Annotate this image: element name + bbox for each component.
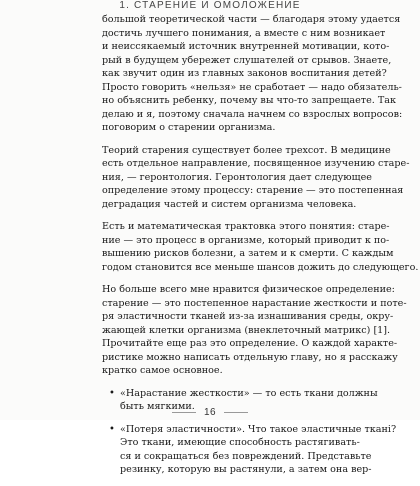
text-line: как звучит один из главных законов воспитания детей? [102,68,387,79]
text-line: годом становится все меньше шансов дожить до следующего. [102,261,419,273]
text-line: ристике можно написать отдельную главу, но я расскажу [102,351,398,363]
text-line: Но больше всего мне нравится физическое определение: [102,284,395,295]
paragraph-2 [102,144,410,212]
text-line: • «Потеря эластичности». Что такое эластичные ткані? [120,423,397,435]
text-line: ние — это процесс в организме, который приводит к по- [102,234,390,246]
paragraph-1 [102,13,403,135]
text-line: кратко самое основное. [102,365,223,376]
list-item [102,423,397,477]
page-footer [0,406,420,418]
text-line: Есть и математическая трактовка этого понятия: старе- [102,221,390,232]
text-line: Теорий старения существует более трехсот. В медицине [102,144,391,156]
footer-rule-left [172,412,196,413]
paragraph-3 [102,220,419,274]
text-line: ся и сокращаться без повреждений. Представьте [120,450,372,462]
text-line: резинку, которую вы растянули, а затем она вер- [120,464,372,475]
text-line: есть отдельное направление, посвященное изучению старе- [102,158,410,169]
text-line: поговорим о старении организма. [102,122,276,133]
bullet-list [102,387,397,477]
text-line: рый в будущем убережет слушателей от срывов. Знаете, [102,54,392,66]
text-line: определение этому процессу: старение — это постепенная [102,185,404,196]
text-line: но объяснить ребенку, почему вы что-то запрещаете. Так [102,95,396,106]
text-line: большой теоретической части — благодаря этому удается [102,14,401,25]
text-line: Прочитайте еще раз это определение. О каждой характе- [102,338,398,349]
text-line: ния, — геронтология. Геронтология дает следующее [102,171,372,183]
footer-rule-right [224,412,248,413]
text-line: быть мягкими. [120,401,195,412]
text-line: старение — это постепенное нарастание жесткости и поте- [102,297,407,309]
paragraph-4 [102,283,407,378]
text-line: и неиссякаемый источник внутренней мотивации, кото- [102,41,390,52]
text-line: делаю и я, поэтому сначала начнем со взрослых вопросов: [102,108,403,120]
text-line: жающей клетки организма (внеклеточный матрикс) [1]. [102,324,391,336]
text-line: Это ткани, имеющие способность растягивать- [120,437,360,448]
running-header: 1. СТАРЕНИЕ И ОМОЛОЖЕНИЕ [119,0,301,11]
text-line: ря эластичности тканей из-за изнашивания среды, окру- [102,311,394,322]
text-line: достичь лучшего понимания, а вместе с ним возникает [102,27,386,39]
text-line: • «Нарастание жесткости» — то есть ткани должны [120,387,378,399]
page-number: 16 [203,406,217,418]
text-line: деградация частей и систем организма человека. [102,198,357,210]
text-line: Просто говорить «нельзя» не сработает — надо обязатель- [102,81,402,93]
text-line: вышению рисков болезни, а затем и к смерти. С каждым [102,248,394,259]
